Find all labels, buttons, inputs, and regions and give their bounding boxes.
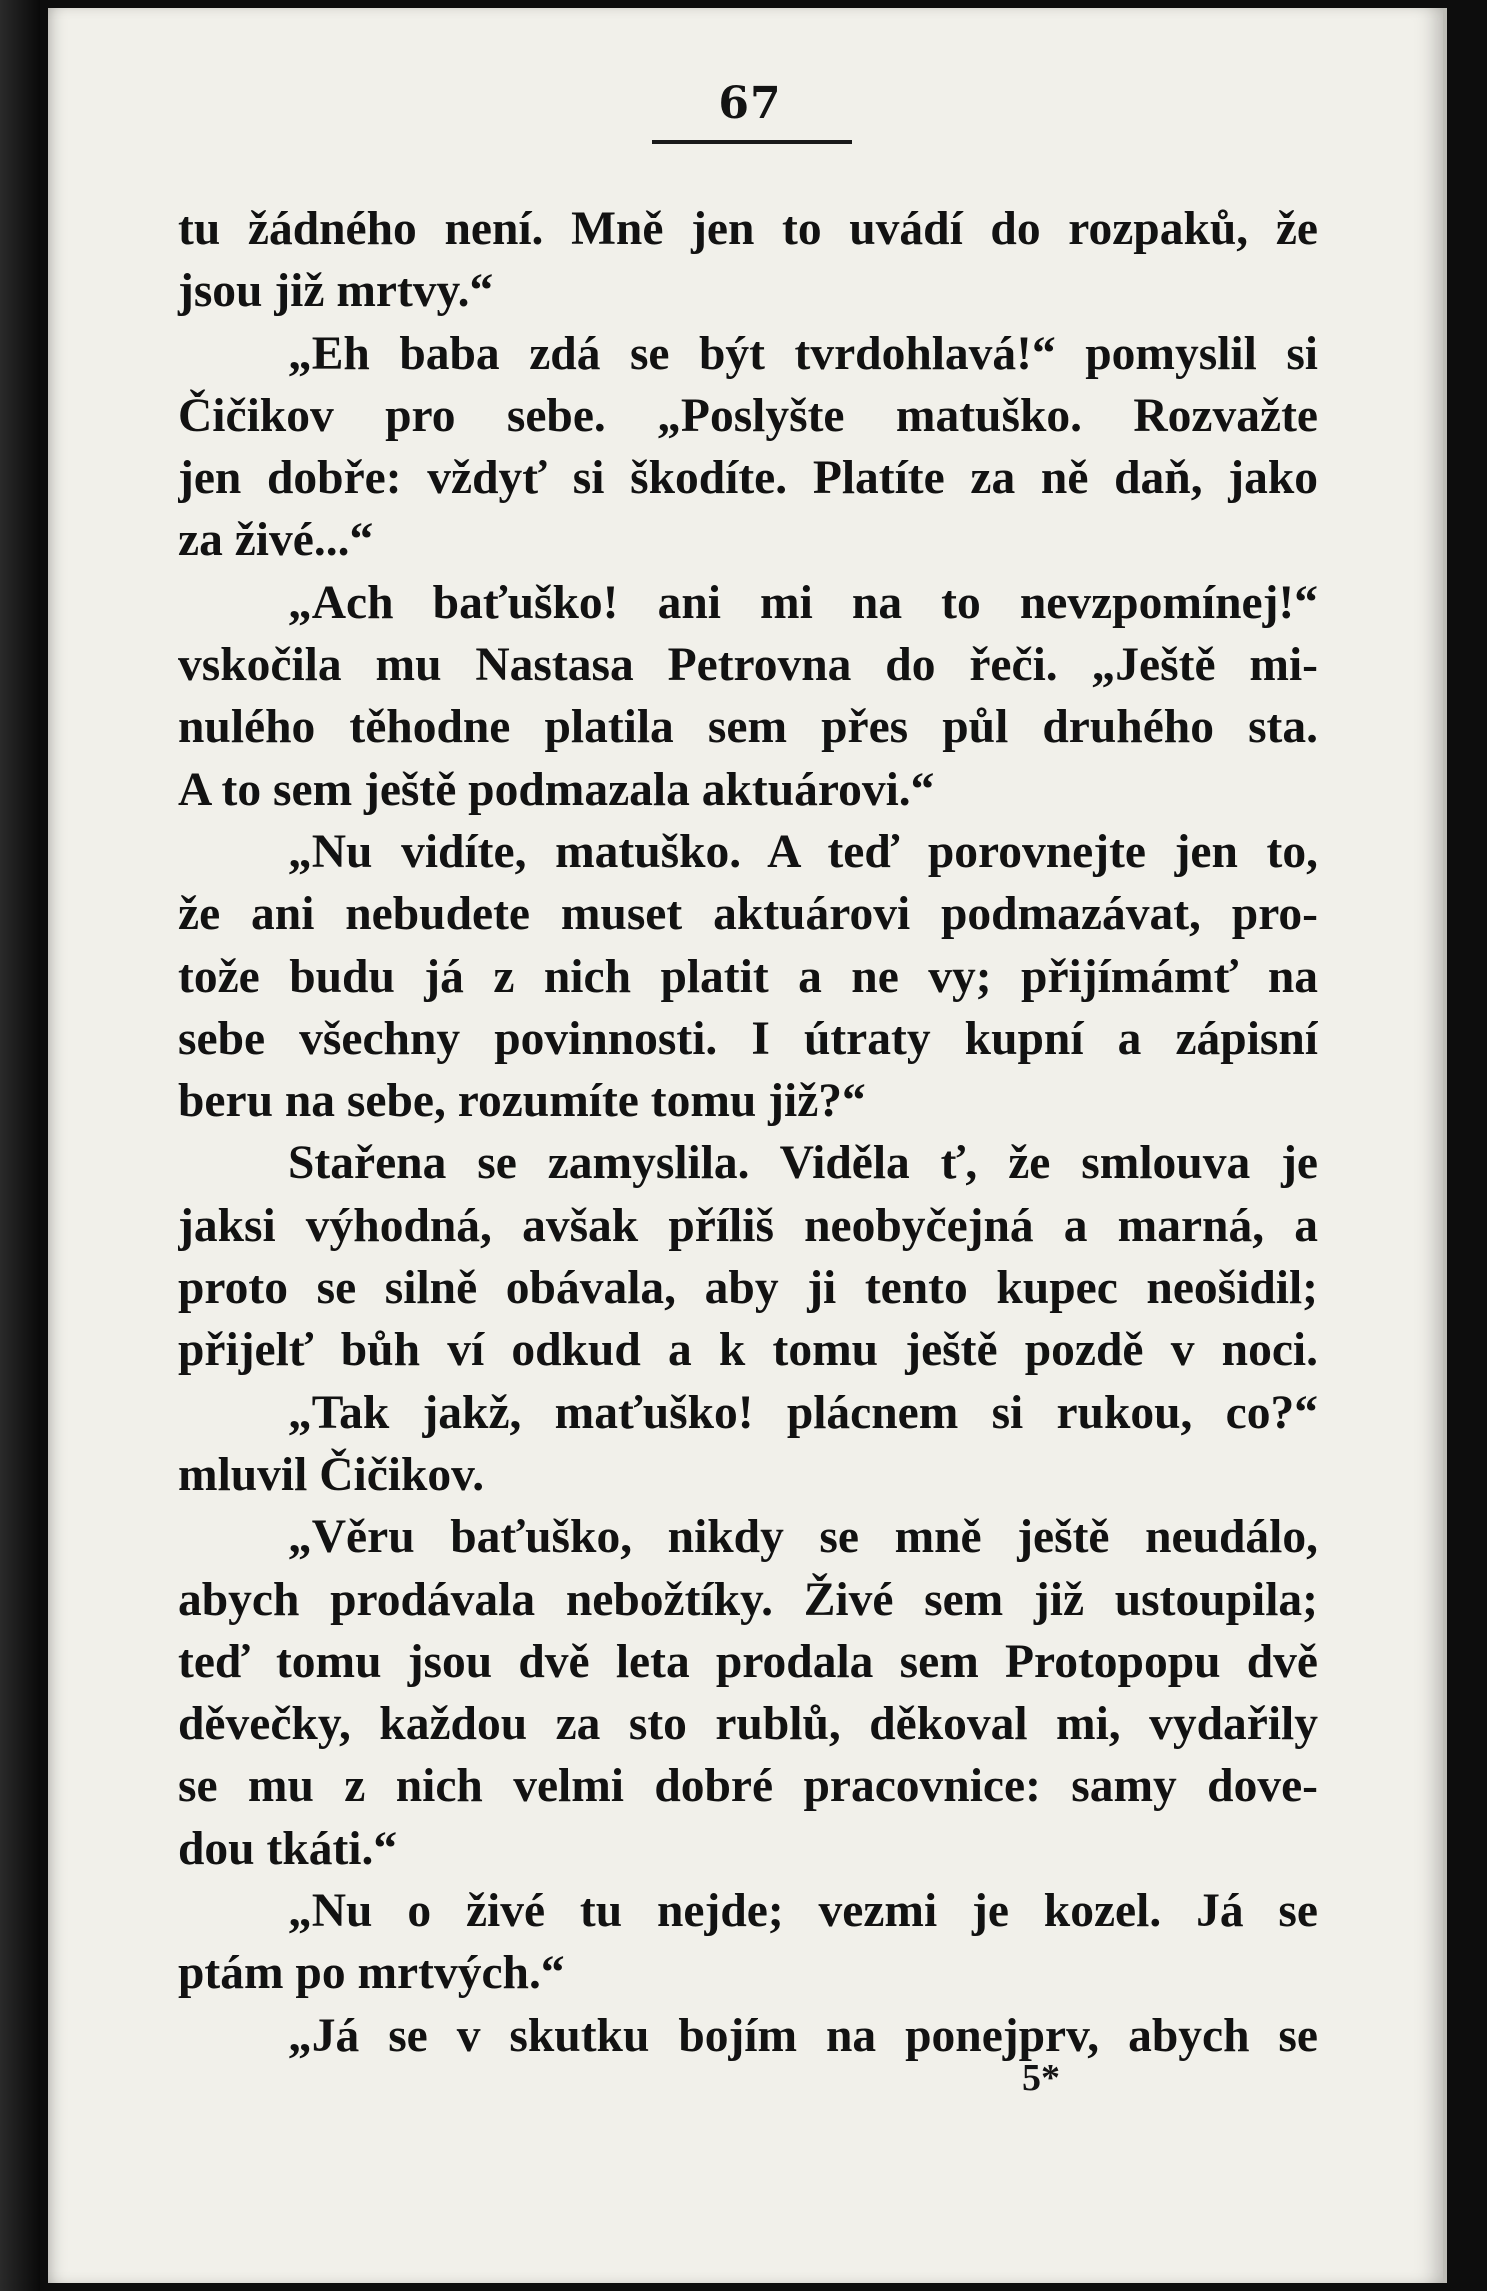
page-number: 67 bbox=[718, 78, 782, 129]
text-line: A to sem ještě podmazala aktuárovi.“ bbox=[178, 763, 935, 816]
scan-background bbox=[1447, 0, 1487, 2291]
text-line: tu žádného není. Mně jen to uvádí do rozpaků, že bbox=[178, 203, 1318, 255]
text-line: „Nu o živé tu nejde; vezmi je kozel. Já se bbox=[288, 1885, 1318, 1938]
text-line: nulého těhodne platila sem přes půl druhého sta. bbox=[178, 701, 1318, 754]
text-line: dou tkáti.“ bbox=[178, 1822, 398, 1875]
text-line: „Eh baba zdá se být tvrdohlavá!“ pomyslil si bbox=[288, 327, 1318, 380]
text-line: jaksi výhodná, avšak příliš neobyčejná a marná, a bbox=[178, 1199, 1318, 1252]
text-line: beru na sebe, rozumíte tomu již?“ bbox=[178, 1075, 866, 1128]
text-line: se mu z nich velmi dobré pracovnice: samy dove- bbox=[178, 1760, 1318, 1813]
text-line: abych prodávala nebožtíky. Živé sem již ustoupila; bbox=[178, 1573, 1318, 1626]
text-line: tože budu já z nich platit a ne vy; přijímámť na bbox=[178, 950, 1318, 1003]
text-line: proto se silně obávala, aby ji tento kupec neošidil; bbox=[178, 1262, 1318, 1315]
book-gutter-shadow bbox=[0, 0, 40, 2291]
signature-mark: 5* bbox=[1022, 2057, 1060, 2099]
text-line: vskočila mu Nastasa Petrovna do řeči. „Ještě mi- bbox=[178, 639, 1318, 692]
text-line: děvečky, každou za sto rublů, děkoval mi, vydařily bbox=[178, 1698, 1318, 1751]
text-line: „Tak jakž, maťuško! plácnem si rukou, co?“ bbox=[288, 1386, 1318, 1439]
body-text bbox=[178, 198, 1318, 2067]
text-line: „Nu vidíte, matuško. A teď porovnejte jen to, bbox=[288, 825, 1318, 878]
text-line: jen dobře: vždyť si škodíte. Platíte za ně daň, jako bbox=[178, 452, 1318, 505]
text-line: za živé...“ bbox=[178, 514, 374, 567]
text-line: „Ach baťuško! ani mi na to nevzpomínej!“ bbox=[288, 576, 1318, 629]
text-line: „Věru baťuško, nikdy se mně ještě neudálo, bbox=[288, 1511, 1318, 1564]
text-line: Stařena se zamyslila. Viděla ť, že smlouva je bbox=[288, 1137, 1318, 1190]
text-line: sebe všechny povinnosti. I útraty kupní a zápisní bbox=[178, 1012, 1318, 1065]
text-line: přijelť bůh ví odkud a k tomu ještě pozdě v noci. bbox=[178, 1324, 1318, 1377]
text-line: Čičikov pro sebe. „Poslyšte matuško. Rozvažte bbox=[178, 389, 1318, 442]
text-line: ptám po mrtvých.“ bbox=[178, 1947, 565, 2000]
page-number-rule bbox=[652, 140, 852, 144]
text-line: teď tomu jsou dvě leta prodala sem Protopopu dvě bbox=[178, 1635, 1318, 1688]
text-line: že ani nebudete muset aktuárovi podmazávat, pro- bbox=[178, 888, 1318, 941]
text-line: jsou již mrtvy.“ bbox=[178, 265, 494, 318]
text-line: mluvil Čičikov. bbox=[178, 1448, 485, 1501]
text-line: „Já se v skutku bojím na ponejprv, abych se bbox=[288, 2009, 1318, 2062]
